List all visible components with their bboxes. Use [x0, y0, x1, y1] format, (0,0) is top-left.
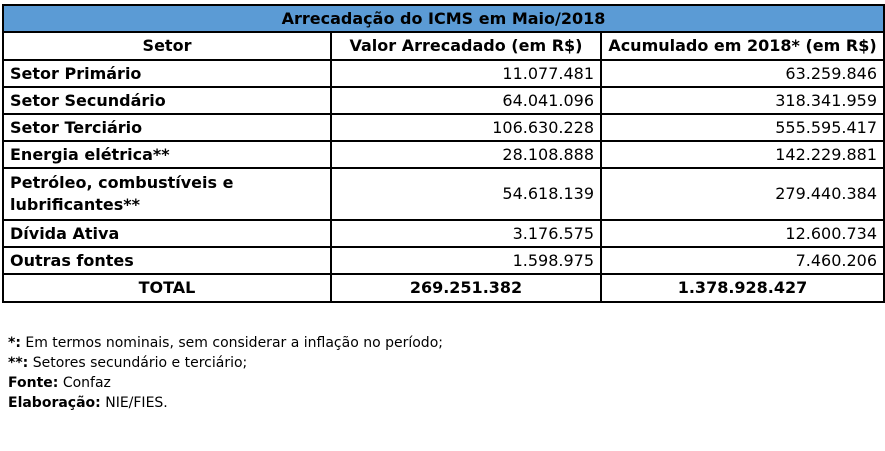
footnote-text: Confaz — [62, 375, 111, 391]
footnote-elaboracao — [8, 393, 443, 413]
sector-cell: Outras fontes — [3, 247, 331, 274]
footnote-key: *: — [8, 335, 21, 351]
footnote-text: NIE/FIES. — [105, 395, 168, 411]
acumulado-cell: 279.440.384 — [601, 168, 884, 220]
table-row — [3, 114, 884, 141]
footnotes — [8, 333, 443, 413]
table-row — [3, 87, 884, 114]
table-row — [3, 247, 884, 274]
valor-cell: 3.176.575 — [331, 220, 601, 247]
footnote-setores — [8, 353, 443, 373]
valor-cell: 11.077.481 — [331, 60, 601, 87]
footnote-text: Setores secundário e terciário; — [32, 355, 248, 371]
total-row — [3, 274, 884, 302]
valor-cell: 64.041.096 — [331, 87, 601, 114]
valor-cell: 54.618.139 — [331, 168, 601, 220]
footnote-nominal — [8, 333, 443, 353]
footnote-key: **: — [8, 355, 29, 371]
valor-cell: 28.108.888 — [331, 141, 601, 168]
valor-cell: 106.630.228 — [331, 114, 601, 141]
table-title: Arrecadação do ICMS em Maio/2018 — [3, 5, 884, 32]
sector-cell: Energia elétrica** — [3, 141, 331, 168]
acumulado-cell: 555.595.417 — [601, 114, 884, 141]
footnote-key: Fonte: — [8, 375, 59, 391]
table-row — [3, 168, 884, 220]
footnote-text: Em termos nominais, sem considerar a inflação no período; — [25, 335, 443, 351]
header-valor: Valor Arrecadado (em R$) — [331, 32, 601, 60]
total-valor: 269.251.382 — [331, 274, 601, 302]
acumulado-cell: 7.460.206 — [601, 247, 884, 274]
table-row — [3, 141, 884, 168]
acumulado-cell: 318.341.959 — [601, 87, 884, 114]
acumulado-cell: 12.600.734 — [601, 220, 884, 247]
valor-cell: 1.598.975 — [331, 247, 601, 274]
sector-cell: Setor Terciário — [3, 114, 331, 141]
header-setor: Setor — [3, 32, 331, 60]
sector-cell: Setor Primário — [3, 60, 331, 87]
header-row — [3, 32, 884, 60]
table-row — [3, 60, 884, 87]
sector-cell: Dívida Ativa — [3, 220, 331, 247]
total-label: TOTAL — [3, 274, 331, 302]
icms-table — [2, 4, 885, 303]
sector-cell: Setor Secundário — [3, 87, 331, 114]
footnote-fonte — [8, 373, 443, 393]
table-row — [3, 220, 884, 247]
table-title-row — [3, 5, 884, 32]
sector-cell: Petróleo, combustíveis e lubrificantes** — [3, 168, 331, 220]
header-acumulado: Acumulado em 2018* (em R$) — [601, 32, 884, 60]
acumulado-cell: 63.259.846 — [601, 60, 884, 87]
footnote-key: Elaboração: — [8, 395, 101, 411]
acumulado-cell: 142.229.881 — [601, 141, 884, 168]
total-acumulado: 1.378.928.427 — [601, 274, 884, 302]
